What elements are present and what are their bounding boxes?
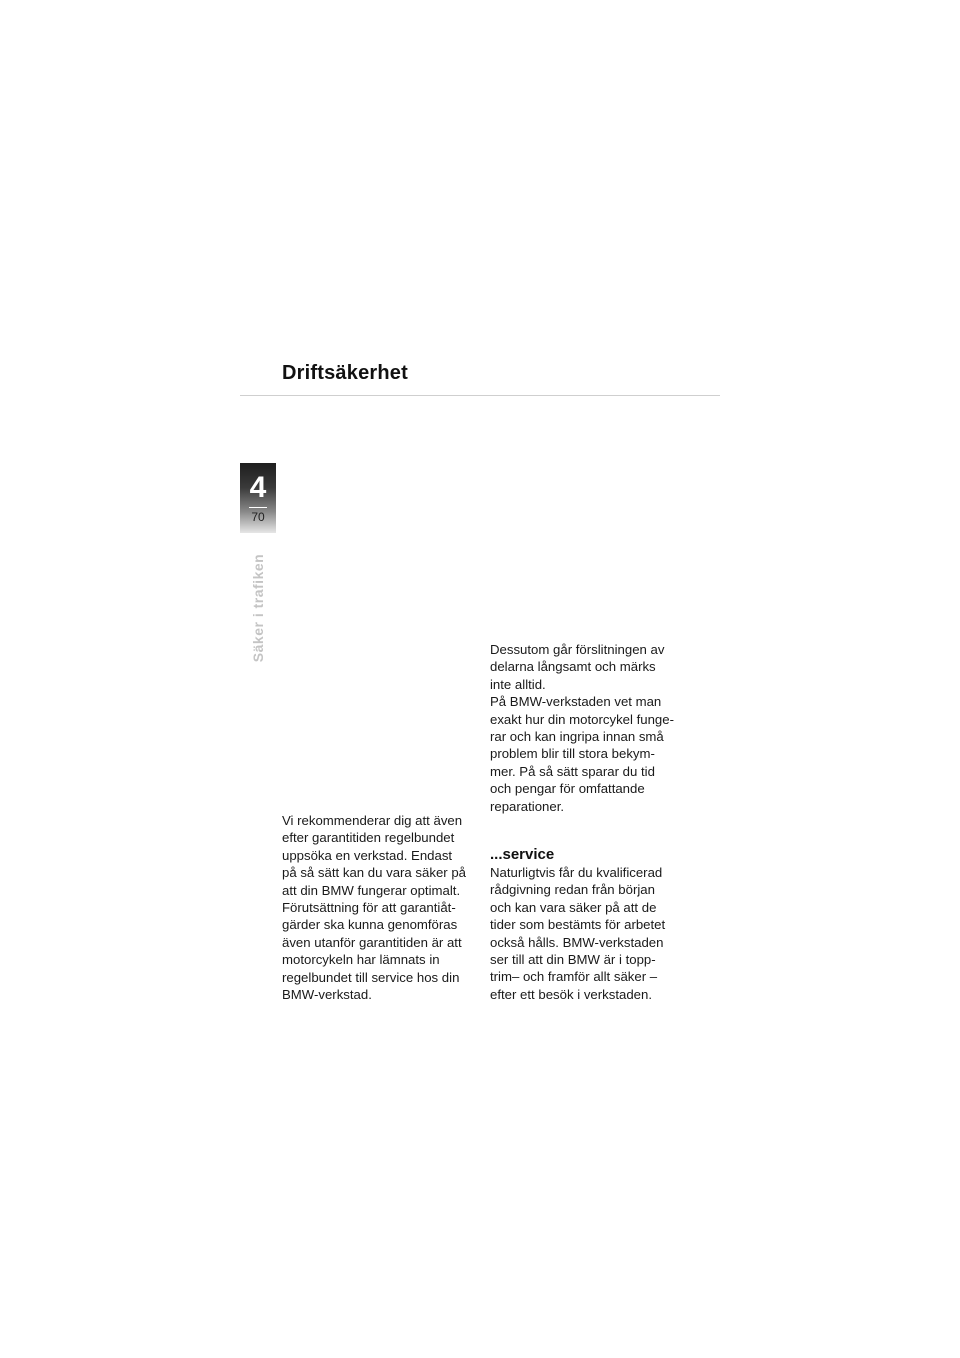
- chapter-number: 4: [249, 471, 267, 504]
- service-subheading: ...service: [490, 846, 555, 863]
- left-column-paragraph: Vi rekommenderar dig att även efter garantitiden regelbundet uppsöka en verkstad. Endast på så sätt kan du vara säker på att din BMW fungerar optimalt. Förutsättning för att garantiåt- gärder ska kunna genomföras även utanför garantitiden är att motorcykeln har lämnats in regelbundet till service hos din BMW-verkstad.: [282, 813, 467, 1003]
- chapter-side-label: Säker i trafiken: [250, 553, 266, 663]
- chapter-divider: [249, 507, 267, 508]
- page-title: Driftsäkerhet: [282, 362, 408, 384]
- chapter-tab: [240, 463, 276, 533]
- right-column-paragraph-1: Dessutom går förslitningen av delarna långsamt och märks inte alltid. På BMW-verkstaden vet man exakt hur din motorcykel funge- rar och kan ingripa innan små problem blir till stora bekym- mer. På så sätt sparar du tid och pengar för omfattande reparationer.: [490, 642, 674, 814]
- right-column-paragraph-2: Naturligtvis får du kvalificerad rådgivning redan från början och kan vara säker på att de tider som bestämts för arbetet också hålls. BMW-verkstaden ser till att din BMW är i topp- trim– och framför allt säker – efter ett besök i verkstaden.: [490, 865, 666, 1002]
- title-divider: [240, 395, 720, 396]
- page-number: 70: [251, 510, 265, 524]
